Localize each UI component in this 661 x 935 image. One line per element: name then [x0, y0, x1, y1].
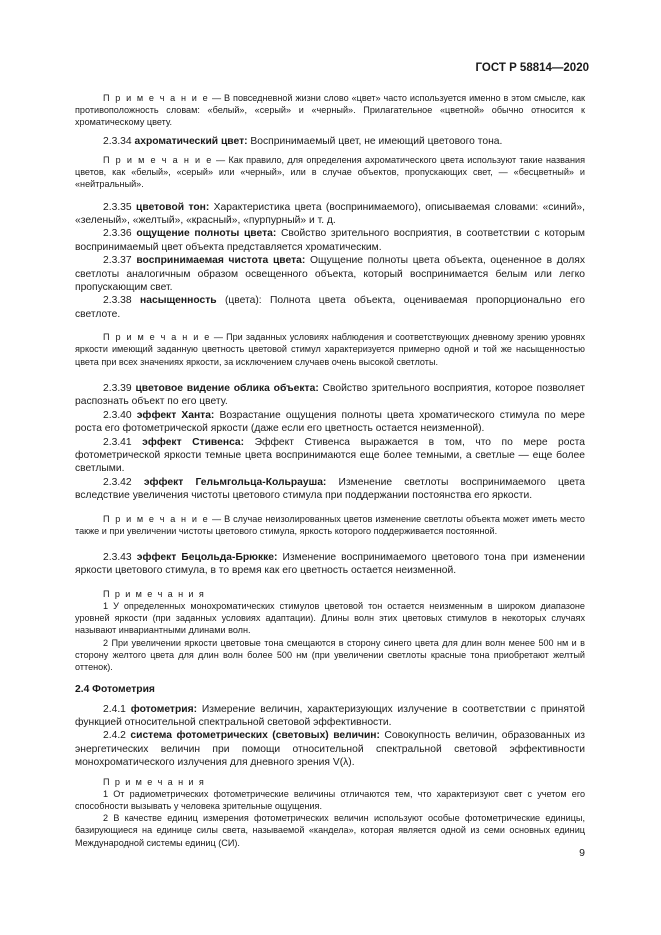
term-definition: Свойство зрительного восприятия, которое позволяет распознать объект по его цвету. — [75, 382, 585, 408]
term-number: 2.4.2 — [103, 730, 126, 742]
note-item: 1 У определенных монохроматических стимулов цветовой тон остается неизменным в широком диапазоне уровней яркости (при заданных условиях адаптации). Длины волн этих цветовых стимулов в некоторых случаях называют инвариантными длинами волн. — [75, 600, 585, 636]
term-definition: Свойство зрительного восприятия, в соответствии с которым воспринимаемый цвет объекта представляется хроматическим. — [75, 228, 585, 253]
term-definition: Изменение воспринимаемого цветового тона при изменении яркости цветового стимула, в то время как его цветность остается неизменной. — [75, 551, 585, 577]
term-number: 2.3.36 — [103, 228, 132, 240]
note-item: 2 В качестве единиц измерения фотометрических величин используют особые фотометрические единицы, базирующиеся на единице силы света, называемой «кандела», которая является одной из семи основных единиц Международной системы единиц (СИ). — [75, 813, 585, 848]
term-title: ощущение полноты цвета: — [136, 228, 277, 240]
term-definition: Измерение величин, характеризующих излучение в соответствии с принятой функцией относительной спектральной световой эффективности. — [75, 703, 585, 728]
term-title: воспринимаемая чистота цвета: — [136, 255, 306, 267]
term-number: 2.3.34 — [103, 135, 132, 147]
note-item: 1 От радиометрических фотометрические величины отличаются тем, что характеризуют свет с учетом его способности вызывать у человека зрительные ощущения. — [75, 788, 585, 812]
term-number: 2.3.42 — [103, 476, 132, 488]
term-definition: Характеристика цвета (воспринимаемого), описываемая словами: «синий», «зеленый», «желтый», «красный», «пурпурный» и т. д. — [75, 201, 585, 227]
term-definition: (цвета): Полнота цвета объекта, оцениваемая пропорционально его светлоте. — [75, 295, 585, 320]
document-body — [75, 92, 585, 849]
term-entry — [75, 551, 585, 578]
term-title: цветовой тон: — [136, 201, 210, 213]
note-item: 2 При увеличении яркости цветовые тона смещаются в сторону синего цвета для длин волн менее 500 нм и в сторону желтого цвета для длин волн более 500 нм (при увеличении светлоты красные тона приобретают желтый оттенок). — [75, 637, 585, 672]
note-heading: П р и м е ч а н и е — [103, 332, 211, 343]
notes-heading: П р и м е ч а н и я — [103, 588, 206, 599]
term-number: 2.3.39 — [103, 382, 132, 394]
term-title: эффект Стивенса: — [142, 436, 245, 448]
term-definition: Воспринимаемый цвет, не имеющий цветового тона. — [247, 135, 503, 147]
term-definition: Возрастание ощущения полноты цвета хроматического стимула по мере роста его фотометрической яркости (даже если его цветность остается неизменной). — [75, 409, 585, 435]
term-definition: Эффект Стивенса выражается в том, что по мере роста фотометрической яркости темные цвета воспринимаются еще более темными, а светлые — еще более светлыми. — [75, 436, 585, 475]
note-heading: П р и м е ч а н и е — [103, 513, 210, 524]
term-entry — [75, 703, 585, 730]
term-entry — [75, 436, 585, 476]
term-title: система фотометрических (световых) величин: — [130, 730, 380, 742]
term-definition: Изменение светлоты воспринимаемого цвета вследствие увеличения чистоты цветового стимула при поддержании постоянства его яркости. — [75, 476, 585, 502]
note-heading: П р и м е ч а н и е — [103, 93, 210, 103]
term-number: 2.3.35 — [103, 201, 132, 213]
notes-block — [75, 776, 585, 849]
notes-heading: П р и м е ч а н и я — [103, 776, 206, 787]
term-entry — [75, 227, 585, 254]
term-definition: Совокупность величин, образованных из энергетических величин при помощи относительной спектральной световой эффективности монохроматического излучения для дневного зрения V(λ). — [75, 730, 586, 769]
term-number: 2.4.1 — [103, 703, 126, 715]
section-heading: 2.4 Фотометрия — [75, 684, 155, 696]
note-text: — Как правило, для определения ахроматического цвета используют такие названия цветов, как «белый», «серый» или «черный», или в случае объектов, пропускающих свет, — «бесцветный» и «нейтральный». — [75, 155, 585, 190]
term-title: эффект Гельмгольца-Кольрауша: — [143, 476, 327, 488]
term-title: эффект Ханта: — [136, 409, 215, 421]
term-title: ахроматический цвет: — [134, 135, 248, 147]
term-number: 2.3.40 — [103, 409, 132, 421]
term-entry — [75, 476, 585, 503]
term-entry — [75, 201, 585, 228]
note-paragraph — [75, 154, 585, 191]
note-text: — При заданных условиях наблюдения и соответствующих дневному зрению уровнях яркости имеющий заданную цветность цветовой стимул характеризуется примерно одной и той же насыщенностью цвета при всех значениях яркости, за исключением случаев очень высокой светлоты. — [75, 332, 586, 367]
term-entry — [75, 135, 585, 148]
notes-block — [75, 588, 585, 673]
term-entry — [75, 294, 585, 321]
standard-header: ГОСТ Р 58814—2020 — [475, 62, 589, 74]
note-paragraph — [75, 331, 585, 368]
term-title: эффект Бецольда-Брюкке: — [136, 551, 278, 563]
term-entry — [75, 382, 585, 409]
term-title: цветовое видение облика объекта: — [135, 382, 319, 394]
term-title: насыщенность — [140, 295, 217, 307]
note-heading: П р и м е ч а н и е — [103, 155, 213, 166]
page-number: 9 — [579, 847, 585, 859]
note-text: — В случае неизолированных цветов изменение светлоты объекта может иметь место также и при увеличении чистоты цветового стимула, яркость которого поддерживается постоянной. — [75, 513, 585, 536]
term-title: фотометрия: — [130, 703, 198, 715]
term-number: 2.3.43 — [103, 551, 132, 563]
term-entry — [75, 409, 585, 436]
term-number: 2.3.38 — [103, 295, 132, 307]
term-entry — [75, 729, 585, 769]
note-paragraph — [75, 513, 585, 537]
term-number: 2.3.41 — [103, 436, 132, 448]
term-number: 2.3.37 — [103, 255, 132, 267]
note-paragraph — [75, 92, 585, 129]
term-definition: Ощущение полноты цвета объекта, оцененное в долях светлоты аналогичным образом освещенного объекта, который воспринимается белым или легко пропускающим свет. — [75, 255, 585, 294]
term-entry — [75, 254, 585, 294]
note-text: — В повседневной жизни слово «цвет» часто используется именно в этом смысле, как противоположность словам: «белый», «серый» и «черный». Прилагательное «цветной» обычно относится к хроматическому цвету. — [75, 93, 585, 128]
